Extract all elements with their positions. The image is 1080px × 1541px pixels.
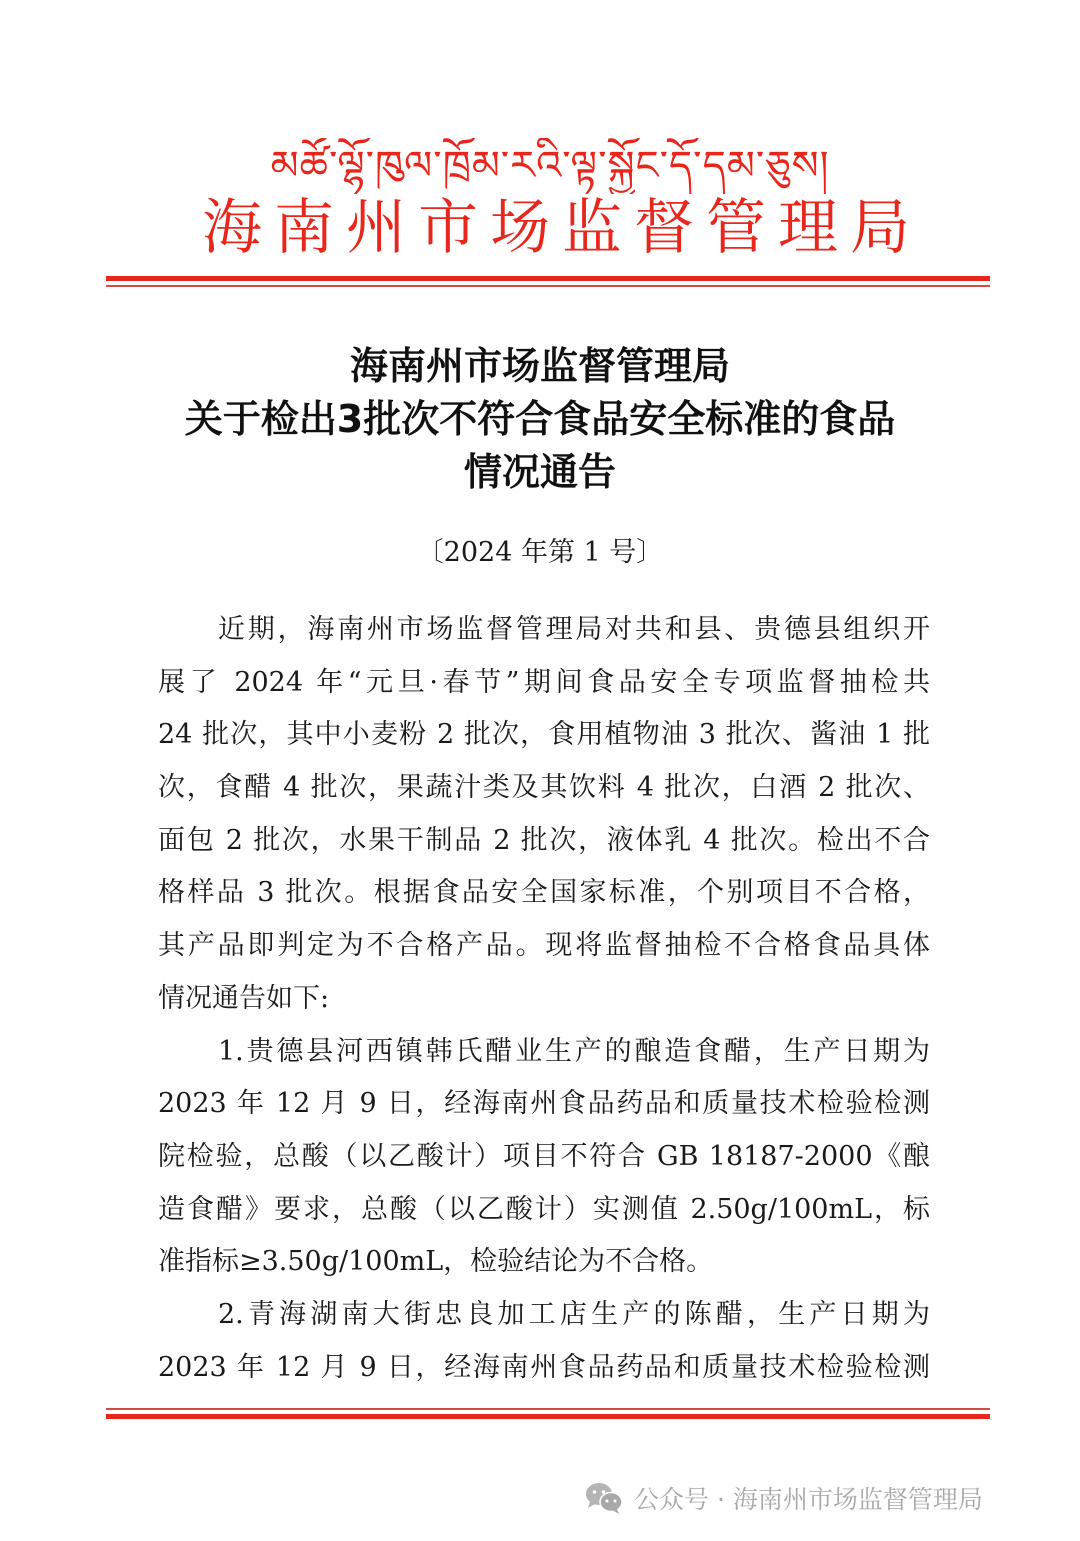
body-line: 情况通告如下: — [158, 982, 330, 1014]
letterhead-rule-thick — [106, 276, 990, 281]
watermark-text: 公众号 · 海南州市场监督管理局 — [634, 1485, 983, 1514]
letterhead-tibetan-name: མཚོ་ལྷོ་ཁུལ་ཁྲོམ་རའི་ལྟ་སྐྱོང་དོ་དམ་ཅུས། — [270, 143, 830, 189]
body-line: 近期，海南州市场监督管理局对共和县、贵德县组织开 — [218, 614, 930, 645]
title-line: 情况通告 — [463, 450, 616, 494]
body-line: 2023 年 12 月 9 日，经海南州食品药品和质量技术检验检测 — [158, 1088, 930, 1120]
letterhead-agency-name: 海南州市场监督管理局 — [202, 193, 922, 263]
body-line: 院检验，总酸（以乙酸计）项目不符合 GB 18187-2000《酿 — [158, 1140, 930, 1172]
footer-rule-thick — [106, 1414, 990, 1419]
wechat-watermark — [584, 1478, 983, 1518]
wechat-icon — [584, 1481, 624, 1515]
body-line: 24 批次，其中小麦粉 2 批次，食用植物油 3 批次、酱油 1 批 — [158, 719, 930, 751]
body-line: 面包 2 批次，水果干制品 2 批次，液体乳 4 批次。检出不合 — [158, 824, 930, 856]
body-line: 准指标≥3.50g/100mL，检验结论为不合格。 — [158, 1246, 714, 1278]
body-line: 2023 年 12 月 9 日，经海南州食品药品和质量技术检验检测 — [158, 1351, 930, 1383]
body-line: 次，食醋 4 批次，果蔬汁类及其饮料 4 批次，白酒 2 批次、 — [158, 772, 930, 804]
document-body — [158, 604, 938, 1394]
body-line: 展了 2024 年“元旦·春节”期间食品安全专项监督抽检共 — [158, 666, 930, 698]
body-line: 造食醋》要求，总酸（以乙酸计）实测值 2.50g/100mL，标 — [158, 1193, 930, 1225]
document-title — [100, 340, 980, 499]
body-line: 2.青海湖南大街忠良加工店生产的陈醋，生产日期为 — [218, 1298, 930, 1330]
title-line: 关于检出3批次不符合食品安全标准的食品 — [184, 397, 896, 441]
title-line: 海南州市场监督管理局 — [349, 344, 730, 388]
body-line: 其产品即判定为不合格产品。现将监督抽检不合格食品具体 — [158, 930, 930, 962]
letterhead-rule-thin — [106, 285, 990, 287]
body-line: 格样品 3 批次。根据食品安全国家标准，个别项目不合格， — [158, 877, 930, 909]
document-number: 〔2024 年第 1 号〕 — [416, 537, 664, 568]
footer-rule-thin — [106, 1408, 990, 1410]
body-line: 1.贵德县河西镇韩氏醋业生产的酿造食醋，生产日期为 — [218, 1035, 930, 1067]
